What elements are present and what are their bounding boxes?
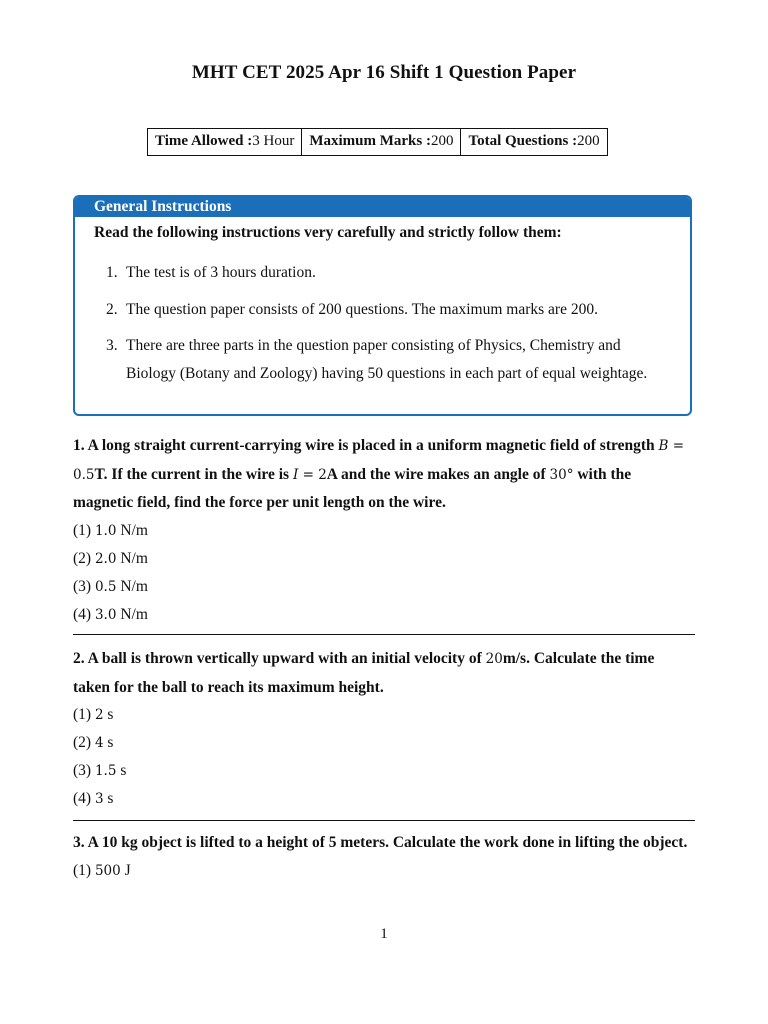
symbol-i: I bbox=[292, 466, 299, 483]
option-unit: N/m bbox=[120, 521, 148, 539]
option-unit: N/m bbox=[120, 577, 148, 595]
option-label: (1) bbox=[73, 706, 95, 723]
option[interactable] bbox=[73, 517, 695, 545]
option-value: 1.5 bbox=[94, 763, 117, 779]
option-unit: s bbox=[107, 734, 114, 751]
general-instructions-box bbox=[73, 195, 692, 416]
instruction-text: The question paper consists of 200 questions. The maximum marks are 200. bbox=[126, 300, 598, 318]
option-label: (4) bbox=[73, 790, 95, 807]
question-3 bbox=[73, 829, 695, 885]
total-questions-value: 200 bbox=[577, 133, 600, 149]
question-1-text-part: T. If the current in the wire is bbox=[94, 465, 293, 483]
question-divider bbox=[73, 634, 695, 635]
option-label: (3) bbox=[73, 577, 95, 595]
option[interactable] bbox=[73, 857, 695, 885]
option-label: (2) bbox=[73, 734, 95, 751]
option-value: 500 bbox=[94, 862, 121, 879]
option-value: 1.0 bbox=[94, 522, 117, 539]
option-value: 2.0 bbox=[94, 550, 117, 567]
page-title: MHT CET 2025 Apr 16 Shift 1 Question Paper bbox=[191, 62, 577, 83]
maximum-marks-cell bbox=[302, 129, 461, 156]
option[interactable] bbox=[73, 701, 695, 729]
option-value: 4 bbox=[94, 735, 104, 751]
maximum-marks-label: Maximum Marks : bbox=[309, 133, 431, 149]
question-3-text: 3. A 10 kg object is lifted to a height of 5 meters. Calculate the work done in lifting the object. bbox=[73, 834, 688, 851]
angle-value: 30° bbox=[549, 466, 574, 483]
time-allowed-cell bbox=[148, 129, 302, 156]
option-unit: s bbox=[120, 762, 127, 779]
option-value: 2 bbox=[94, 707, 104, 723]
option-value: 0.5 bbox=[94, 578, 117, 595]
instruction-item bbox=[94, 332, 669, 387]
option-unit: s bbox=[107, 790, 114, 807]
question-1-text-part: 1. A long straight current-carrying wire is placed in a uniform magnetic field of strength bbox=[73, 437, 659, 454]
instruction-number: 2. bbox=[106, 300, 118, 318]
time-allowed-label: Time Allowed : bbox=[155, 133, 253, 149]
instruction-item bbox=[94, 259, 669, 287]
question-divider bbox=[73, 820, 695, 821]
question-2-text-part: 2. A ball is thrown vertically upward with an initial velocity of bbox=[73, 650, 486, 667]
question-2-text-part: m/s. Calculate the time taken for the ball to reach its maximum height. bbox=[73, 650, 655, 696]
instructions-header: General Instructions bbox=[75, 197, 690, 217]
instruction-item bbox=[94, 296, 669, 324]
instruction-text: The test is of 3 hours duration. bbox=[126, 264, 316, 281]
total-questions-label: Total Questions : bbox=[468, 133, 578, 149]
instruction-number: 3. bbox=[106, 337, 118, 354]
value-b: = 0.5 bbox=[73, 438, 685, 483]
question-1-text-part: A and the wire makes an angle of bbox=[326, 465, 550, 483]
option-unit: N/m bbox=[120, 549, 148, 567]
symbol-b: B bbox=[658, 438, 669, 454]
option-value: 3.0 bbox=[94, 606, 117, 623]
question-1-text bbox=[73, 432, 695, 517]
option-label: (4) bbox=[73, 605, 95, 623]
page-number: 1 bbox=[380, 926, 388, 942]
question-2-text bbox=[73, 645, 695, 701]
exam-meta-table bbox=[147, 128, 608, 156]
option-unit: J bbox=[124, 861, 131, 879]
option-label: (2) bbox=[73, 549, 95, 567]
option[interactable] bbox=[73, 545, 695, 573]
question-1-text-part: with the magnetic field, find the force per unit length on the wire. bbox=[73, 465, 632, 511]
question-1 bbox=[73, 432, 695, 629]
option-unit: s bbox=[107, 706, 114, 723]
option-value: 3 bbox=[94, 791, 104, 807]
option[interactable] bbox=[73, 573, 695, 601]
value-i: = 2 bbox=[298, 466, 327, 483]
instructions-list bbox=[94, 259, 669, 396]
maximum-marks-value: 200 bbox=[430, 133, 454, 149]
velocity-value: 20 bbox=[485, 651, 503, 667]
time-allowed-value: 3 Hour bbox=[252, 133, 295, 149]
option-label: (1) bbox=[73, 861, 95, 879]
option[interactable] bbox=[73, 757, 695, 785]
total-questions-cell bbox=[461, 129, 607, 156]
option[interactable] bbox=[73, 601, 695, 629]
option-unit: N/m bbox=[120, 605, 148, 623]
option-label: (3) bbox=[73, 762, 95, 779]
option-label: (1) bbox=[73, 521, 95, 539]
instructions-lead: Read the following instructions very carefully and strictly follow them: bbox=[94, 224, 562, 241]
instruction-number: 1. bbox=[106, 264, 118, 281]
option[interactable] bbox=[73, 785, 695, 813]
question-2 bbox=[73, 645, 695, 813]
instruction-text: There are three parts in the question paper consisting of Physics, Chemistry and Biology (Botany and Zoology) having 50 questions in each part of equal weightage. bbox=[126, 337, 648, 382]
option[interactable] bbox=[73, 729, 695, 757]
